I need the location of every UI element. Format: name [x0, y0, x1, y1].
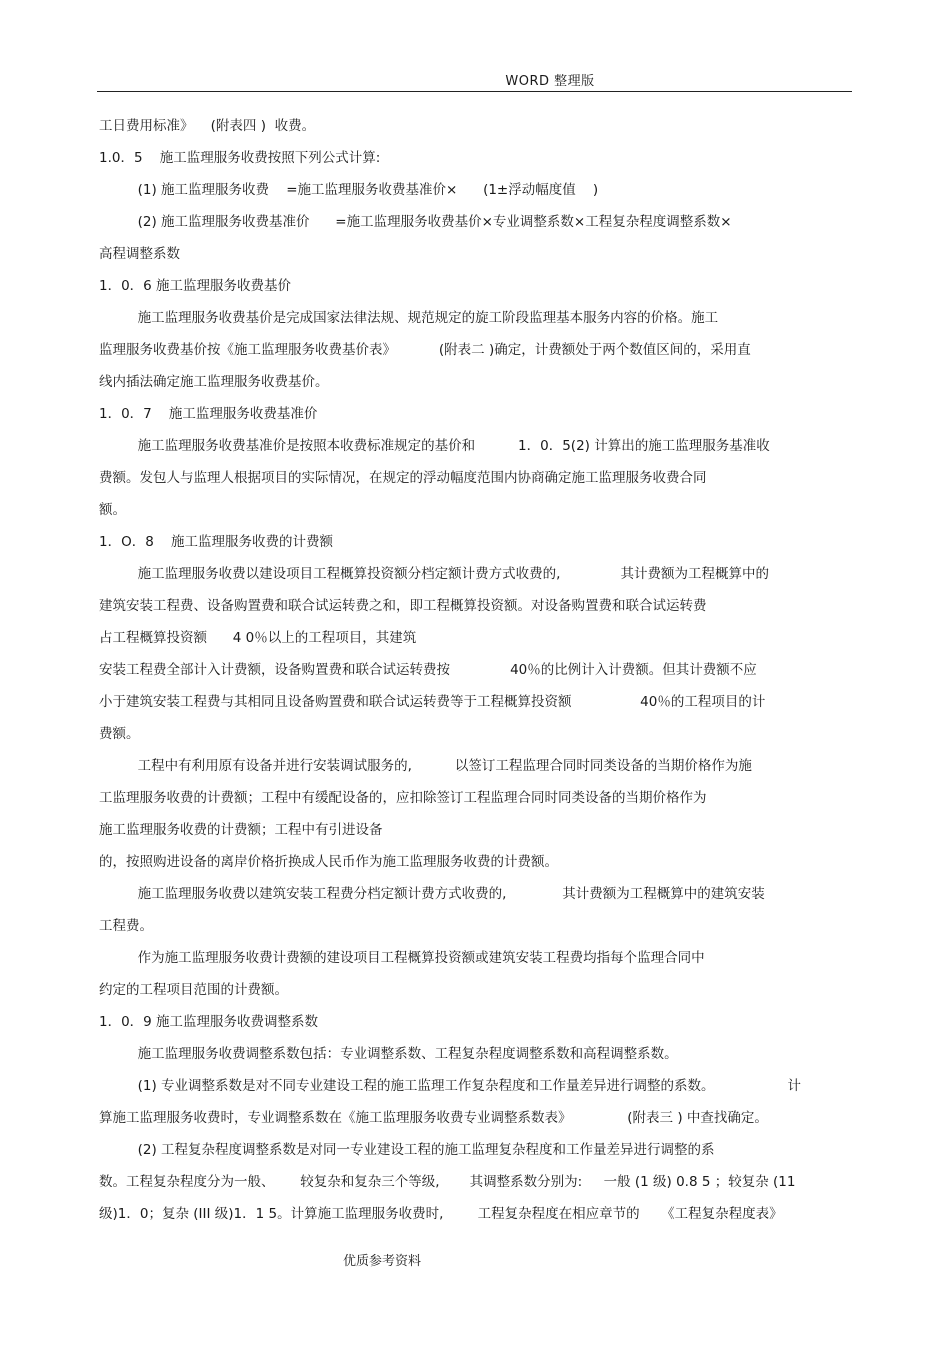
text-line: 级)1．0；复杂 (III 级)1．1 5。计算施工监理服务收费时, 工程复杂程度在相应章节的 《工程复杂程度表》: [99, 1206, 783, 1222]
text-line: 小于建筑安装工程费与其相同且设备购置费和联合试运转费等于工程概算投资额 40％的工程项目的计: [99, 694, 766, 710]
header-divider: [97, 91, 852, 92]
text-line: 费额。: [99, 726, 140, 742]
text-line: 作为施工监理服务收费计费额的建设项目工程概算投资额或建筑安装工程费均指每个监理合同中: [99, 950, 705, 966]
text-line: 施工监理服务收费基准价是按照本收费标准规定的基价和 1．0．5(2) 计算出的施工监理服务基准收: [99, 438, 770, 454]
text-line: 1．0．9 施工监理服务收费调整系数: [99, 1014, 319, 1030]
text-line: 工监理服务收费的计费额；工程中有缓配设备的，应扣除签订工程监理合同时同类设备的当期价格作为: [99, 790, 707, 806]
text-line: (1) 施工监理服务收费 =施工监理服务收费基准价× (1±浮动幅度值 ): [99, 182, 599, 198]
text-line: 的，按照购进设备的离岸价格折换成人民币作为施工监理服务收费的计费额。: [99, 854, 558, 870]
text-line: 1．0．7 施工监理服务收费基准价: [99, 406, 318, 422]
text-line: 施工监理服务收费基价是完成国家法律法规、规范规定的旋工阶段监理基本服务内容的价格。施工: [99, 310, 719, 326]
text-line: 工程中有利用原有设备并进行安装调试服务的, 以签订工程监理合同时同类设备的当期价格作为施: [99, 758, 752, 774]
text-line: 费额。发包人与监理人根据项目的实际情况，在规定的浮动幅度范围内协商确定施工监理服务收费合同: [99, 470, 707, 486]
page-footer: 优质参考资料: [343, 1254, 422, 1269]
text-line: (2) 工程复杂程度调整系数是对同一专业建设工程的施工监理复杂程度和工作量差异进行调整的系: [99, 1142, 715, 1158]
text-line: 施工监理服务收费以建筑安装工程费分档定额计费方式收费的, 其计费额为工程概算中的建筑安装: [99, 886, 765, 902]
text-line: 占工程概算投资额 4 0％以上的工程项目，其建筑: [99, 630, 417, 646]
text-line: 施工监理服务收费调整系数包括：专业调整系数、工程复杂程度调整系数和高程调整系数。: [99, 1046, 678, 1062]
text-line: 1．0．6 施工监理服务收费基价: [99, 278, 292, 294]
text-line: 安装工程费全部计入计费额，设备购置费和联合试运转费按 40％的比例计入计费额。但其计费额不应: [99, 662, 757, 678]
text-line: (2) 施工监理服务收费基准价 =施工监理服务收费基价×专业调整系数×工程复杂程度调整系数×: [99, 214, 732, 230]
text-line: 工日费用标准》 (附表四 ) 收费。: [99, 118, 316, 134]
text-line: 约定的工程项目范围的计费额。: [99, 982, 288, 998]
text-line: 1．O．8 施工监理服务收费的计费额: [99, 534, 333, 550]
text-line: 监理服务收费基价按《施工监理服务收费基价表》 (附表二 )确定，计费额处于两个数值区间的，采用直: [99, 342, 751, 358]
text-line: 线内插法确定施工监理服务收费基价。: [99, 374, 329, 390]
text-line: 数。工程复杂程度分为一般、 较复杂和复杂三个等级, 其调整系数分别为: 一般 (1 级) 0.8 5 ；较复杂 (11: [99, 1174, 796, 1190]
text-line: 施工监理服务收费的计费额；工程中有引进设备: [99, 822, 383, 838]
text-line: 额。: [99, 502, 126, 518]
text-line: 算施工监理服务收费时，专业调整系数在《施工监理服务收费专业调整系数表》 (附表三 ) 中查找确定。: [99, 1110, 768, 1126]
text-line: 工程费。: [99, 918, 153, 934]
text-line: 施工监理服务收费以建设项目工程概算投资额分档定额计费方式收费的, 其计费额为工程概算中的: [99, 566, 769, 582]
text-line: 1.0．5 施工监理服务收费按照下列公式计算:: [99, 150, 381, 166]
text-line: 建筑安装工程费、设备购置费和联合试运转费之和，即工程概算投资额。对设备购置费和联合试运转费: [99, 598, 707, 614]
text-line: 高程调整系数: [99, 246, 180, 262]
text-line: (1) 专业调整系数是对不同专业建设工程的施工监理工作复杂程度和工作量差异进行调整的系数。 计: [99, 1078, 801, 1094]
page-header-title: WORD 整理版: [505, 74, 595, 89]
